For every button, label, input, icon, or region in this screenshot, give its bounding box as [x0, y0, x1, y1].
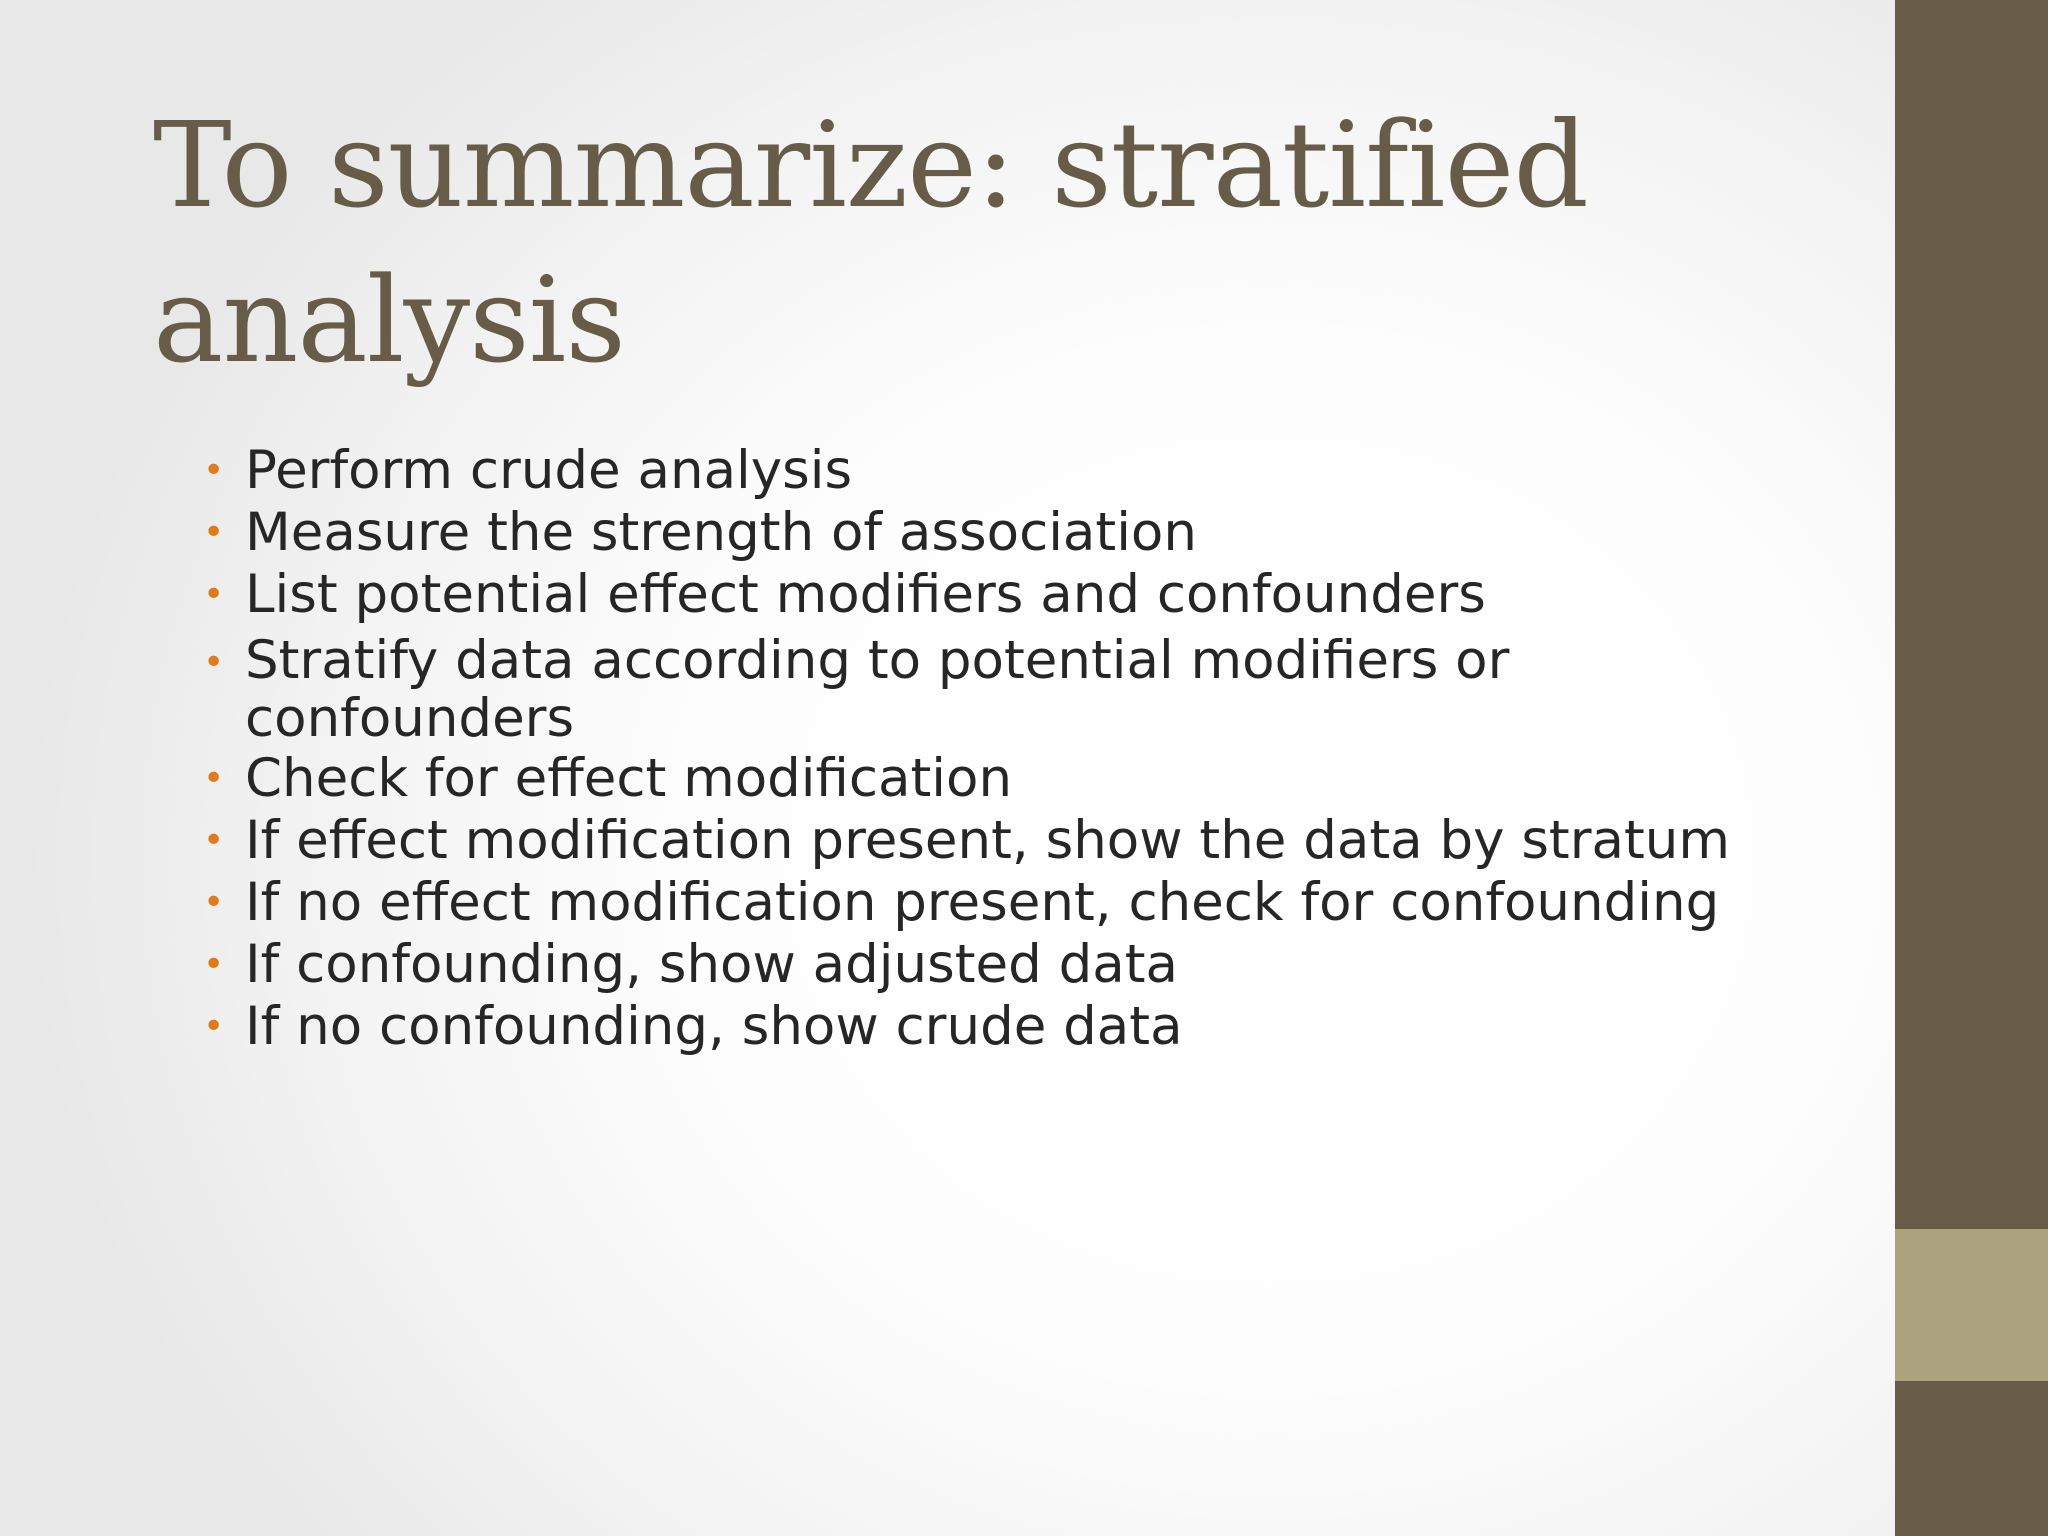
bullet-text: If no effect modification present, check for confounding: [245, 872, 1720, 933]
bullet-marker-icon: •: [203, 1006, 225, 1047]
bullet-text: Stratify data according to potential modifiers or confounders: [245, 630, 1510, 749]
bullet-text: If no confounding, show crude data: [245, 996, 1183, 1057]
slide-title: To summarize: stratified analysis: [153, 96, 1588, 389]
bullet-marker-icon: •: [203, 642, 225, 683]
bullet-item: [203, 934, 1883, 996]
bullet-marker-icon: •: [203, 944, 225, 985]
bullet-text: If effect modification present, show the data by stratum: [245, 810, 1730, 871]
bullet-list: [203, 440, 1883, 1058]
bullet-item: [203, 440, 1883, 502]
bullet-marker-icon: •: [203, 512, 225, 553]
bullet-marker-icon: •: [203, 820, 225, 861]
bullet-item: [203, 748, 1883, 810]
bullet-item: [203, 564, 1883, 626]
bullet-text: Measure the strength of association: [245, 502, 1197, 563]
bullet-item: [203, 632, 1645, 748]
bullet-item: [203, 810, 1883, 872]
bullet-item: [203, 996, 1883, 1058]
bullet-item: [203, 872, 1883, 934]
bullet-text: If confounding, show adjusted data: [245, 934, 1178, 995]
bullet-text: Check for effect modification: [245, 748, 1013, 809]
bullet-marker-icon: •: [203, 882, 225, 923]
bullet-marker-icon: •: [203, 574, 225, 615]
side-bar-accent: [1895, 1229, 2048, 1381]
bullet-text: Perform crude analysis: [245, 440, 853, 501]
bullet-marker-icon: •: [203, 450, 225, 491]
bullet-item: [203, 502, 1883, 564]
bullet-text: List potential effect modifiers and confounders: [245, 564, 1486, 625]
bullet-marker-icon: •: [203, 758, 225, 799]
